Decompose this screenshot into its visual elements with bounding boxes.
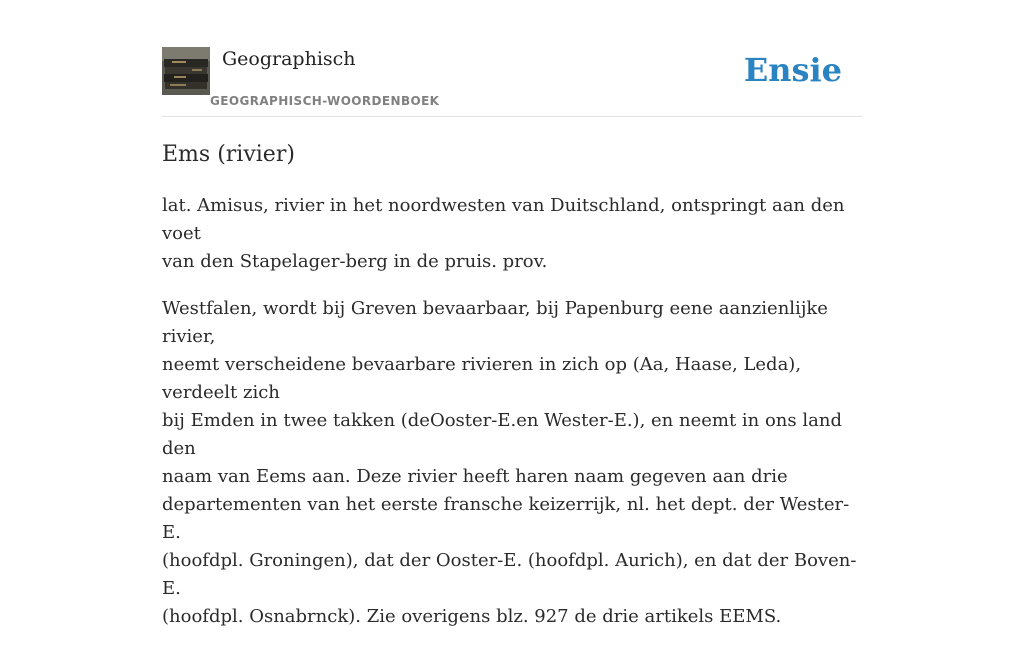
article-paragraph: lat. Amisus, rivier in het noordwesten van Duitschland, ontspringt aan den voet van den Stapelager-berg in de pruis. prov. [162,195,845,272]
book-spines-icon [162,47,210,95]
article-body [162,192,862,650]
article-title: Ems (rivier) [162,142,295,167]
source-name[interactable]: Geographisch [222,48,356,70]
source-subtitle[interactable]: GEOGRAPHISCH-WOORDENBOEK [210,94,440,108]
source-header [162,44,862,117]
source-avatar[interactable] [162,47,210,95]
article-paragraph: Westfalen, wordt bij Greven bevaarbaar, bij Papenburg eene aanzienlijke rivier, neemt verscheidene bevaarbare rivieren in zich op (Aa, Haase, Leda), verdeelt zich bij Emden in twee takken (deOoster-E.en Wester-E.), en neemt in ons land den naam van Eems aan. Deze rivier heeft haren naam gegeven aan drie departementen van het eerste fransche keizerrijk, nl. het dept. der Wester-E. (hoofdpl. Groningen), dat der Ooster-E. (hoofdpl. Aurich), en dat der Boven-E. (hoofdpl. Osnabrnck). Zie overigens blz. 927 de drie artikels EEMS. [162,298,857,627]
ensie-logo[interactable]: Ensie [743,51,842,89]
